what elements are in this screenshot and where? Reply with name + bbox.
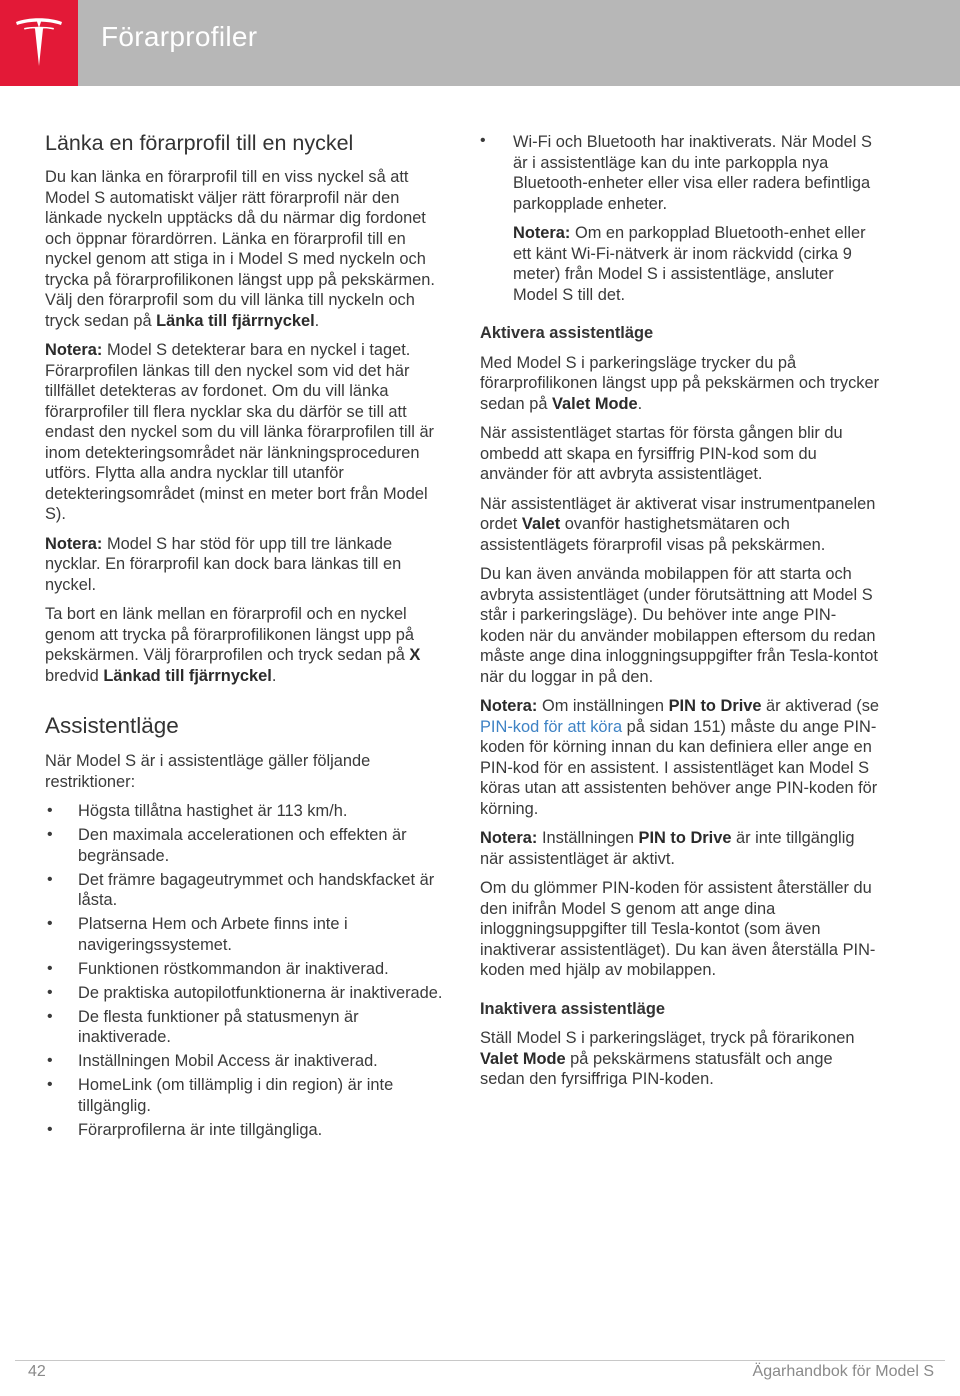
list-item: • Funktionen röstkommandon är inaktiverad. [47,959,389,978]
list-item: • De praktiska autopilotfunktionerna är inaktiverade. [47,983,443,1002]
heading-activate-valet: Aktivera assistentläge [480,324,654,342]
note-pin-unavailable: Notera: Inställningen PIN to Drive är inte tillgänglig när assistentläget är aktivt. [480,829,855,868]
bullet-icon: • [480,132,486,149]
paragraph-link-profile: Du kan länka en förarprofil till en viss nyckel så att Model S automatiskt väljer rätt förarprofil när den länkade nyckeln upptäcks då du närmar dig fordonet och öppnar förardörren. Länka en förarprofil till en nyckel genom att stiga in i Model S med nyckeln och trycka på förarprofilikonen längst upp på pekskärmen. Välj den förarprofil som du vill länka till nyckeln och tryck sedan på Länka till fjärrnyckel. [45,168,435,330]
heading-link-profile: Länka en förarprofil till en nyckel [45,131,354,155]
left-column [45,128,443,1146]
bullet-icon: • [47,870,53,888]
brand-logo-box [0,0,78,86]
page-number: 42 [28,1363,46,1380]
pin-to-drive-link[interactable]: PIN-kod för att köra [480,717,623,736]
list-item: • HomeLink (om tillämplig i din region) är inte tillgänglig. [47,1076,394,1115]
valet-intro: När Model S är i assistentläge gäller följande restriktioner: [45,752,371,791]
bullet-icon: • [47,1076,53,1093]
note-label: Notera: [480,829,538,847]
chapter-title: Förarprofiler [101,21,258,52]
paragraph-instrument-panel: När assistentläget är aktiverat visar instrumentpanelen ordet Valet ovanför hastighetsmätaren och assistentlägets förarprofil visas på pekskärmen. [480,494,876,554]
ui-term-valet-mode: Valet Mode [480,1049,566,1068]
ui-term-valet-mode: Valet Mode [552,394,638,413]
list-item: • Förarprofilerna är inte tillgängliga. [47,1120,323,1139]
paragraph-mobile-app: Du kan även använda mobilappen för att starta och avbryta assistentläget (under förutsättning att Model S står i parkeringsläge). Du behöver inte ange PIN-koden när du använder mobilappen eftersom du redan måste ange dina inloggningsuppgifter från Tesla-kontot när du loggar in på den. [480,565,878,686]
paragraph-activate: Med Model S i parkeringsläge trycker du på förarprofilikonen längst upp på pekskärmen och trycker sedan på Valet Mode. [480,353,880,413]
ui-term-valet: Valet [521,515,561,533]
bullet-icon: • [47,1007,53,1025]
ui-term-linked-key: Länkad till fjärrnyckel [103,666,272,685]
paragraph-forgot-pin: Om du glömmer PIN-koden för assistent återställer du den inifrån Model S genom att ange dina inloggningsuppgifter till Tesla-kontot (som även inaktiverar assistentläget). Du kan även återställa PIN-koden med hjälp av mobilappen. [480,879,876,979]
bullet-icon: • [47,1052,53,1069]
note-label: Notera: [45,341,103,359]
list-item-wifi-bluetooth [480,132,880,305]
note-label: Notera: [45,534,103,553]
note-bluetooth: Notera: Om en parkopplad Bluetooth-enhet eller ett känt Wi-Fi-nätverk är inom räckvidd (cirka 9 meter) från Model S i assistentläge, ansluter Model S till det. [513,224,866,304]
list-item: • Högsta tillåtna hastighet är 113 km/h. [47,802,348,820]
right-column [480,132,880,1099]
restriction-list [45,801,443,1140]
manual-title: Ägarhandbok för Model S [752,1363,934,1380]
note-pin-to-drive: Notera: Om inställningen PIN to Drive är aktiverad (se PIN-kod för att köra på sidan 151) måste du ange PIN-koden för körning innan du kan definiera eller ange en PIN-kod för en assistent. I assistentläget kan Model S köras utan att assistenten behöver ange PIN-koden för körning. [480,697,880,818]
ui-term-pin-to-drive: PIN to Drive [638,829,732,847]
bullet-text: Wi-Fi och Bluetooth har inaktiverats. När Model S är i assistentläge kan du inte parkoppla nya Bluetooth-enheter eller visa eller radera befintliga parkopplade enheter. [513,133,872,213]
list-item: • Den maximala accelerationen och effekten är begränsade. [47,826,407,865]
ui-term-pin-to-drive: PIN to Drive [668,697,762,715]
tesla-logo-icon [14,16,64,70]
ui-term-x: X [409,646,421,664]
list-item: • Platserna Hem och Arbete finns inte i navigeringssystemet. [47,915,348,954]
footer-divider [15,1360,945,1361]
note-three-keys: Notera: Model S har stöd för upp till tre länkade nycklar. En förarprofil kan dock bara länkas till en nyckel. [45,534,402,594]
bullet-icon: • [47,983,53,1001]
note-one-key: Notera: Model S detekterar bara en nyckel i taget. Förarprofilen länkas till den nyckel som vid det här tillfället detekteras av fordonet. Om du vill länka förarprofiler till flera nycklar ska du därför se till att endast den nyckel som du vill länka förarprofilen till är inom detekteringsområdet när länkningsproceduren utförs. Flytta alla andra nycklar till utanför detekteringsområdet (minst en meter bort från Model S). [45,341,435,523]
bullet-icon: • [47,915,53,932]
heading-deactivate-valet: Inaktivera assistentläge [480,999,665,1018]
text: Du kan länka en förarprofil till en viss nyckel så att Model S automatiskt väljer rätt förarprofil när den länkade nyckeln upptäcks då du närmar dig fordonet och öppnar förardörren. Länka en förarprofil till en nyckel genom att stiga in i Model S med nyckeln och trycka på förarprofilikonen längst upp på pekskärmen. Välj den förarprofil som du vill länka till nyckeln och tryck sedan på [45,168,435,330]
paragraph-deactivate: Ställ Model S i parkeringsläget, tryck på förarikonen Valet Mode på pekskärmens statusfält och ange sedan den fyrsiffriga PIN-koden. [480,1029,855,1088]
note-label: Notera: [513,224,571,242]
note-label: Notera: [480,697,538,715]
ui-term-link-to-key: Länka till fjärrnyckel [156,311,315,330]
list-item: • De flesta funktioner på statusmenyn är inaktiverade. [47,1007,359,1046]
paragraph-first-time-pin: När assistentläget startas för första gången blir du ombedd att skapa en fyrsiffrig PIN-kod som du använder för att avbryta assistentläget. [480,424,843,483]
bullet-icon: • [47,802,53,819]
list-item: • Det främre bagageutrymmet och handskfacket är låsta. [47,870,435,909]
bullet-icon: • [47,959,53,977]
bullet-icon: • [47,826,53,843]
paragraph-remove-link: Ta bort en länk mellan en förarprofil och en nyckel genom att trycka på förarprofilikonen längst upp på pekskärmen. Välj förarprofilen och tryck sedan på X bredvid Länkad till fjärrnyckel. [45,605,421,685]
list-item: • Inställningen Mobil Access är inaktiverad. [47,1052,378,1070]
heading-valet-mode: Assistentläge [45,713,179,738]
bullet-icon: • [47,1120,53,1138]
page-header-bar [0,0,960,86]
